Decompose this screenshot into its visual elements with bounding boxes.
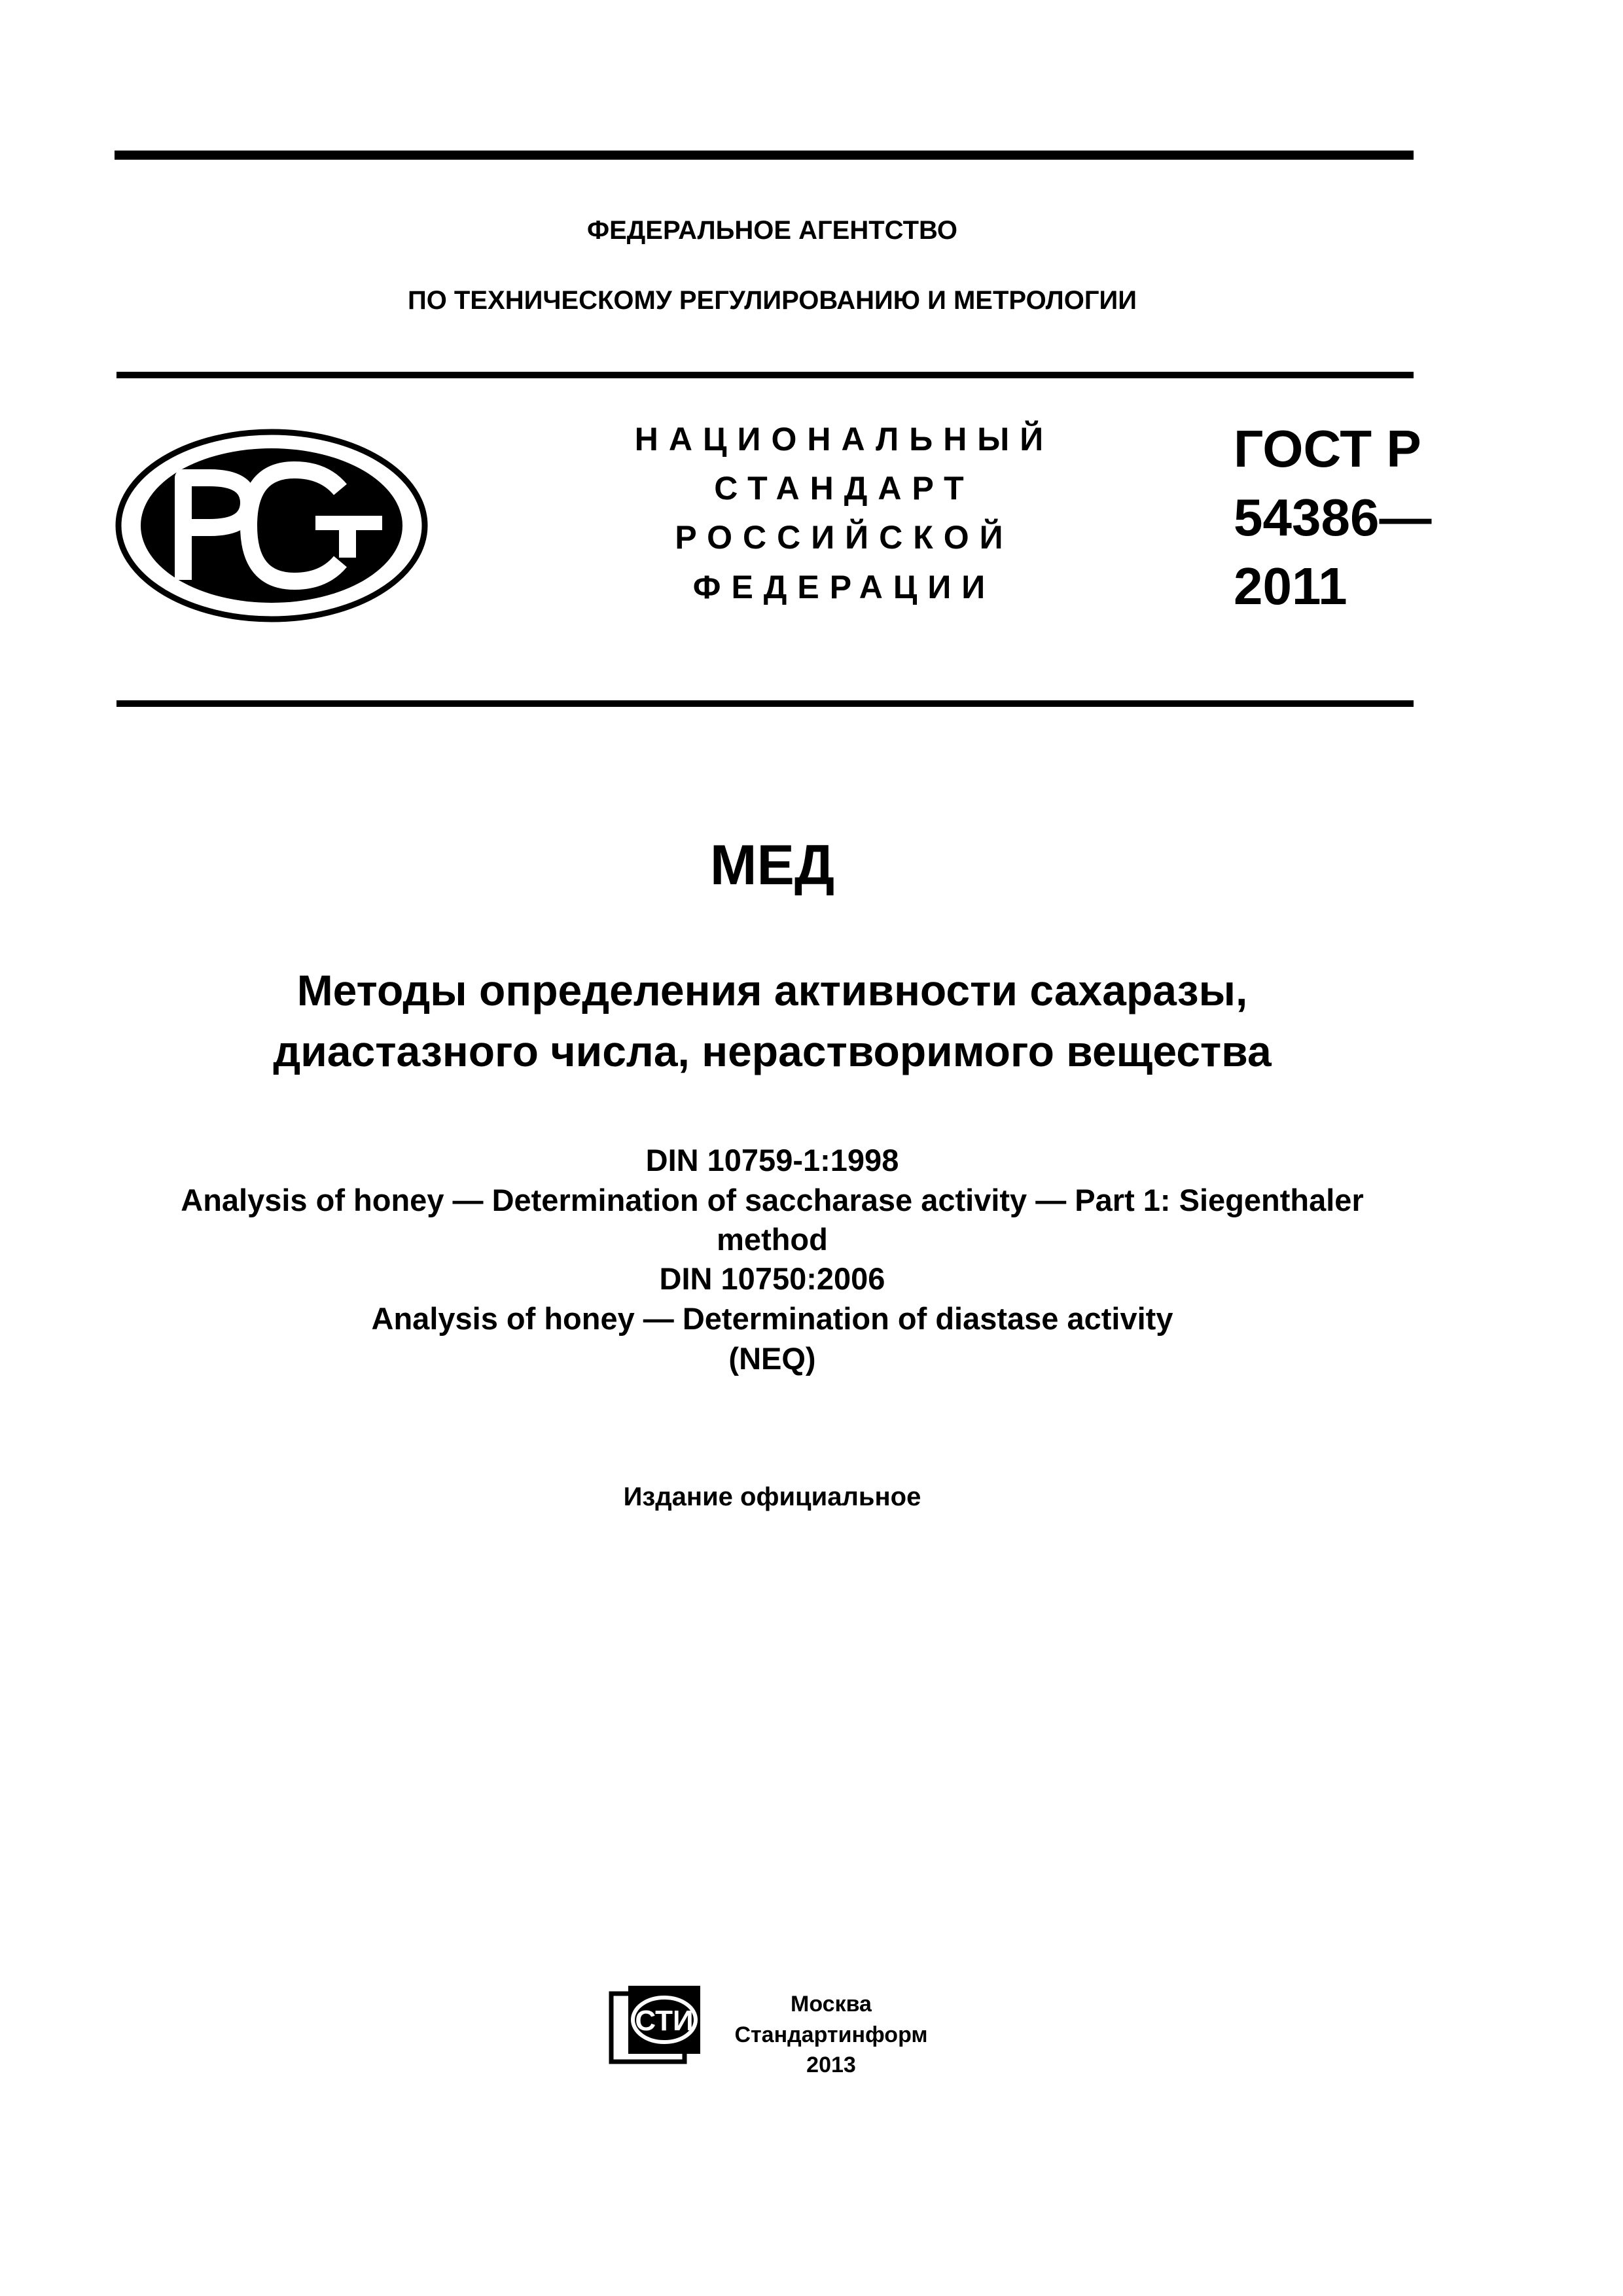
reference-line-4: DIN 10750:2006: [659, 1261, 885, 1296]
national-line-2: СТАНДАРТ: [714, 470, 974, 507]
edition-note: Издание официальное: [623, 1482, 921, 1511]
gost-designation-line-1: ГОСТ Р: [1234, 420, 1421, 478]
standartinform-logo-icon: [609, 1983, 707, 2072]
publisher-city: Москва: [791, 1992, 872, 2017]
standartinform-logo-text: СТИ: [635, 2005, 694, 2037]
publisher-year: 2013: [806, 2053, 856, 2077]
subtitle-line-2: диастазного числа, нерастворимого вещества: [273, 1027, 1272, 1075]
gost-designation-line-2: 54386—: [1234, 488, 1432, 547]
agency-line-1: ФЕДЕРАЛЬНОЕ АГЕНТСТВО: [586, 216, 958, 245]
reference-line-1: DIN 10759-1:1998: [645, 1143, 899, 1177]
top-rule: [115, 151, 1414, 160]
national-line-3: РОССИЙСКОЙ: [675, 519, 1014, 556]
reference-line-6: (NEQ): [728, 1341, 816, 1376]
national-line-4: ФЕДЕРАЦИИ: [692, 569, 996, 605]
publisher-name: Стандартинформ: [734, 2022, 928, 2047]
agency-line-2: ПО ТЕХНИЧЕСКОМУ РЕГУЛИРОВАНИЮ И МЕТРОЛОГИИ: [407, 286, 1137, 315]
standard-block-rule: [116, 700, 1414, 707]
rst-gost-mark-icon: [111, 424, 432, 627]
subtitle-line-1: Методы определения активности сахаразы,: [296, 966, 1248, 1014]
gost-designation-line-3: 2011: [1234, 557, 1347, 615]
reference-line-3: method: [717, 1222, 828, 1257]
header-rule: [116, 372, 1414, 378]
reference-line-5: Analysis of honey — Determination of diastase activity: [371, 1301, 1173, 1336]
reference-line-2: Analysis of honey — Determination of saccharase activity — Part 1: Siegenthaler: [181, 1183, 1364, 1217]
document-title: МЕД: [709, 834, 835, 897]
national-line-1: НАЦИОНАЛЬНЫЙ: [634, 421, 1054, 457]
